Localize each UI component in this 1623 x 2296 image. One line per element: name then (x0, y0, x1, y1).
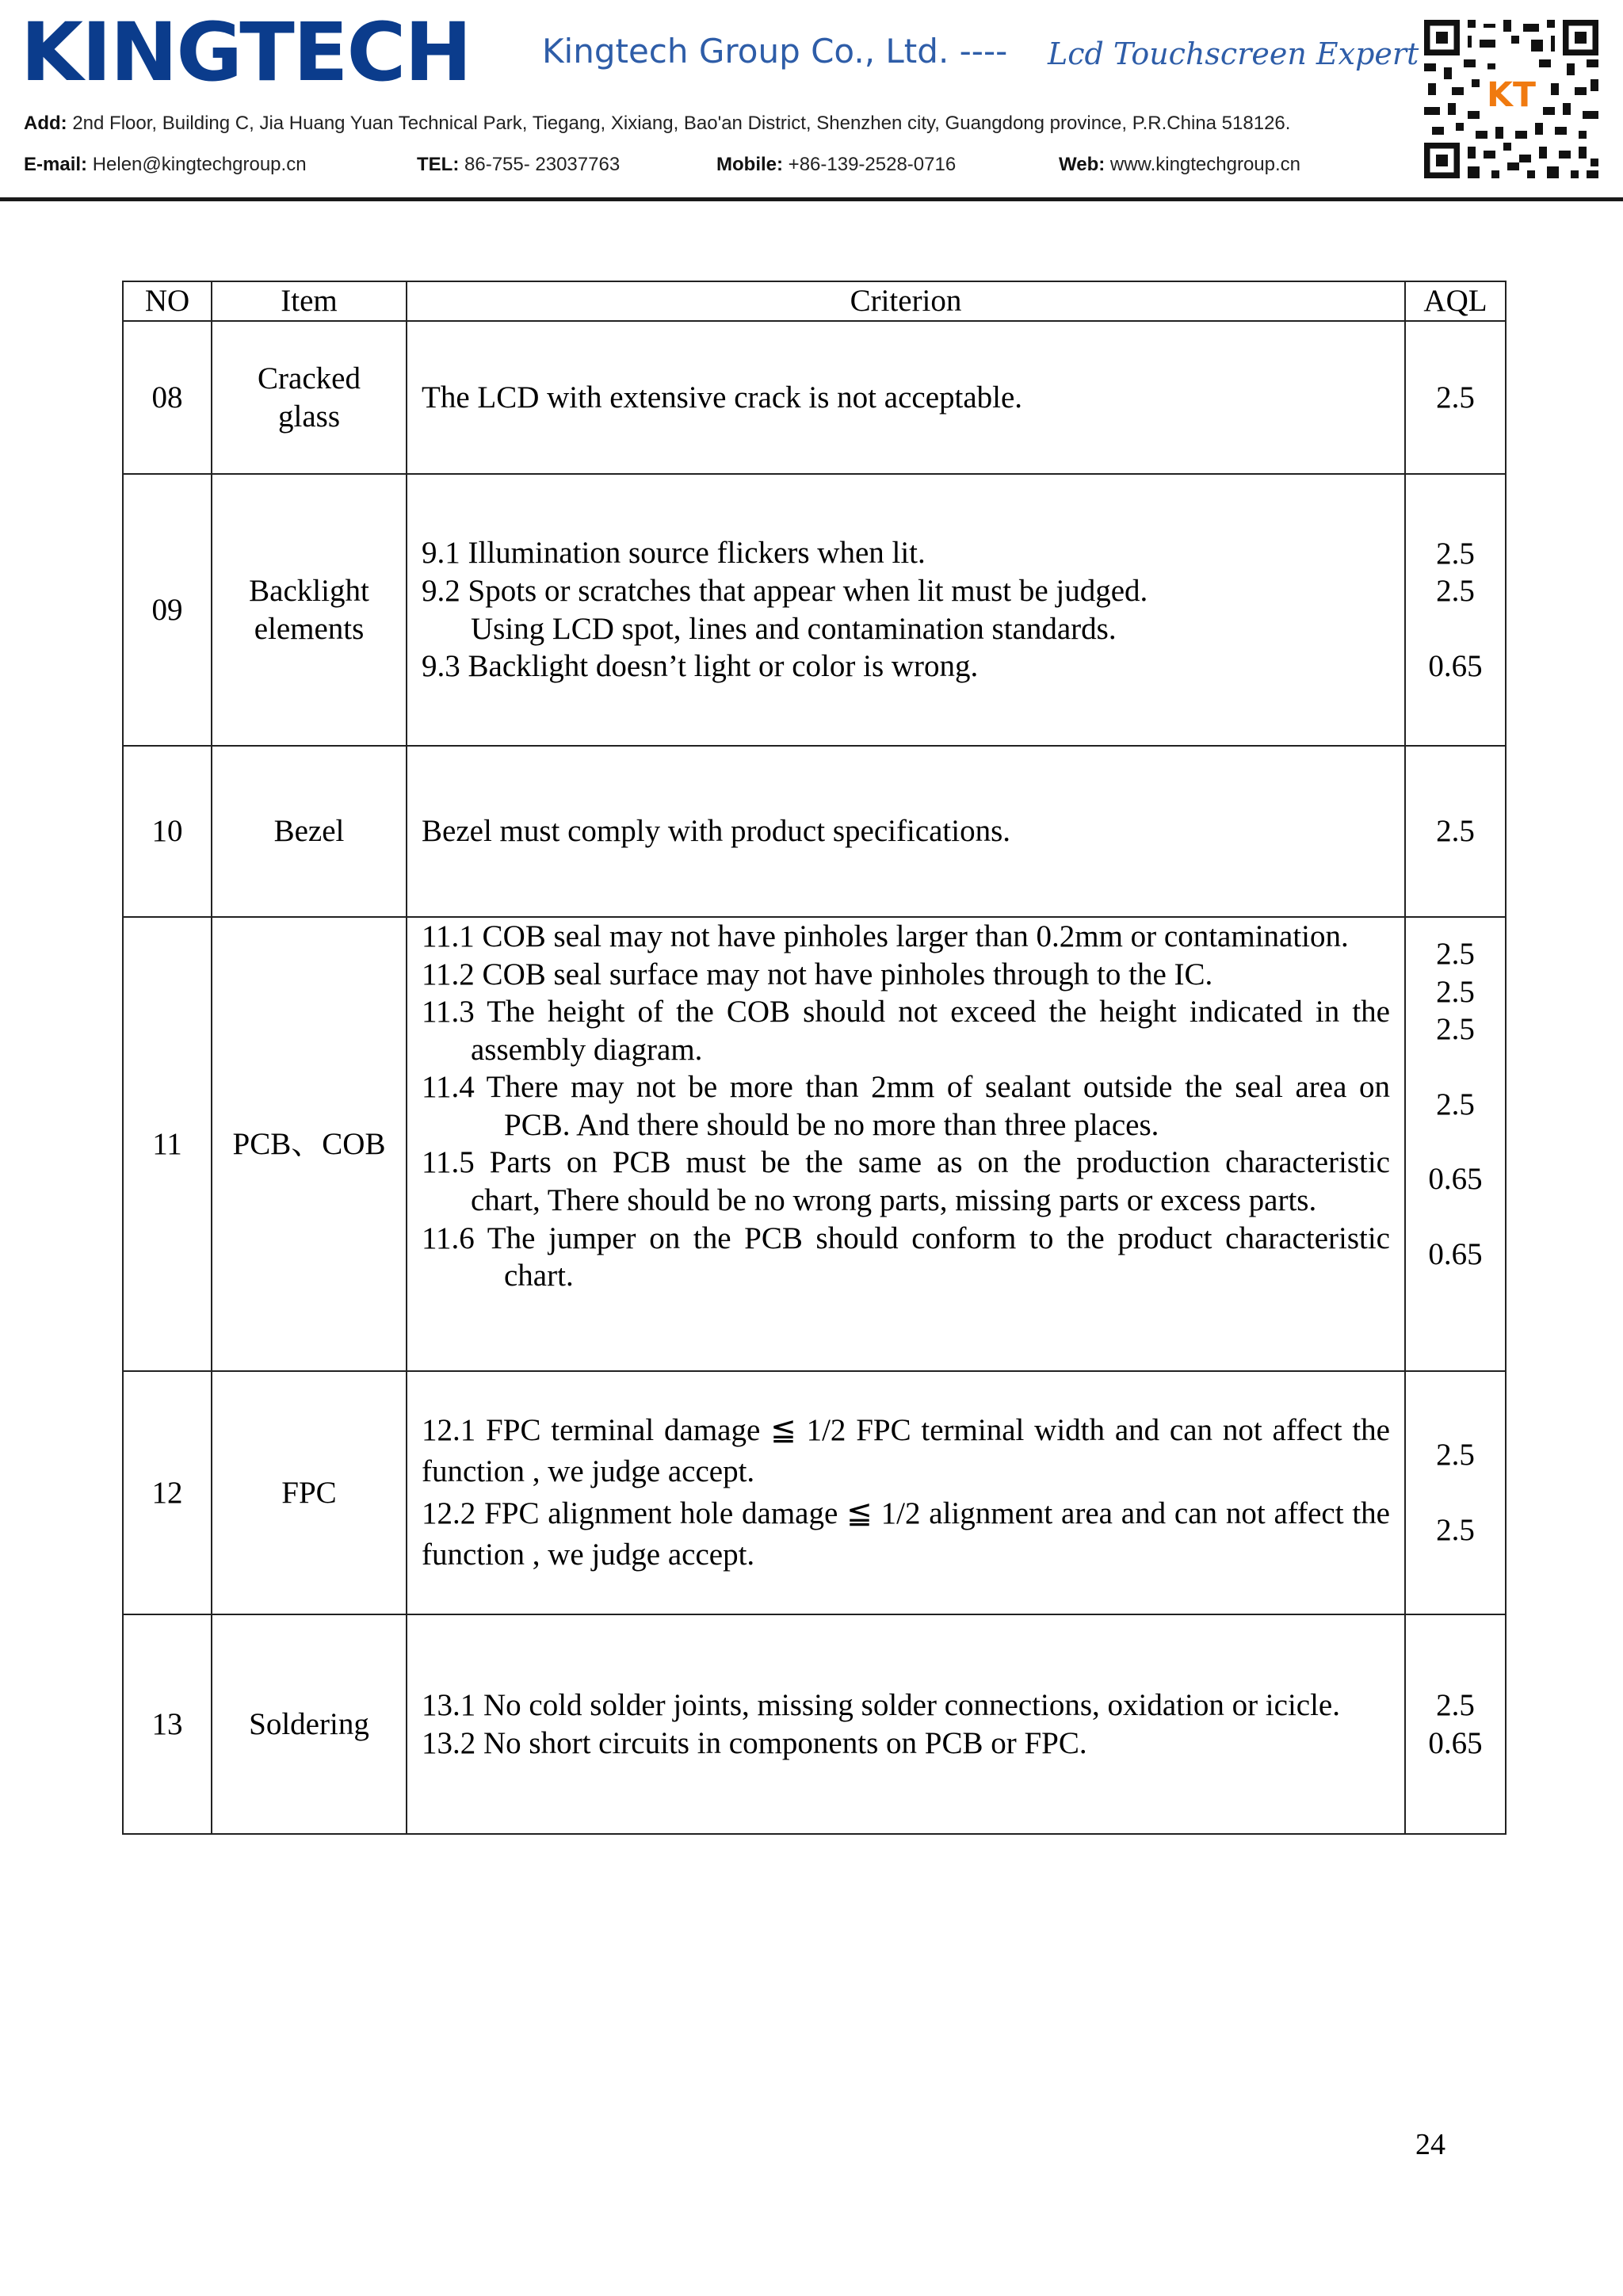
criterion-line: assembly diagram. (471, 1032, 703, 1067)
row-item: FPC (212, 1371, 407, 1614)
tel-label: TEL: (417, 154, 460, 175)
table-row (123, 1371, 1506, 1614)
criterion-line: 13.1 No cold solder joints, missing solder connections, oxidation or icicle. (422, 1687, 1340, 1722)
header-divider (0, 197, 1623, 201)
address-text: 2nd Floor, Building C, Jia Huang Yuan Technical Park, Tiegang, Xixiang, Bao'an District, Shenzhen city, Guangdong province, P.R.China 518126. (72, 113, 1291, 134)
criterion-line: 11.5 Parts on PCB must be the same as on the production characteristic (422, 1145, 1390, 1180)
mobile-group (716, 154, 956, 176)
aql-spacer (1406, 1049, 1505, 1086)
criterion-line: 11.1 COB seal may not have pinholes larger than 0.2mm or contamination. (422, 919, 1349, 953)
web-label: Web: (1059, 154, 1106, 175)
aql-value: 2.5 (1436, 1513, 1475, 1547)
address-label: Add: (24, 113, 67, 134)
row-aql (1405, 1371, 1506, 1614)
address-line (24, 113, 1290, 135)
email-label: E-mail: (24, 154, 88, 175)
aql-spacer (1406, 1474, 1505, 1511)
header-item: Item (212, 281, 407, 321)
criterion-line: 11.6 The jumper on the PCB should conform to the product characteristic (422, 1221, 1390, 1255)
mobile-label: Mobile: (716, 154, 783, 175)
row-criterion (407, 1614, 1405, 1834)
qr-code-icon (1420, 16, 1602, 182)
row-aql (1405, 746, 1506, 917)
criterion-line: Bezel must comply with product specifications. (422, 814, 1010, 849)
criterion-line: Using LCD spot, lines and contamination standards. (471, 611, 1117, 646)
table-row (123, 746, 1506, 917)
aql-spacer (1406, 1198, 1505, 1236)
table-header-row (123, 281, 1506, 321)
criterion-line: 9.3 Backlight doesn’t light or color is wrong. (422, 649, 979, 684)
criterion-line: 13.2 No short circuits in components on PCB or FPC. (422, 1725, 1087, 1760)
letterhead (0, 0, 1623, 203)
tel-group (417, 154, 620, 176)
aql-spacer (1406, 610, 1505, 648)
mobile-value: +86-139-2528-0716 (788, 154, 957, 175)
row-no: 11 (123, 917, 212, 1371)
criterion-line: PCB. And there should be no more than three places. (504, 1107, 1159, 1142)
row-aql (1405, 917, 1506, 1371)
row-no: 13 (123, 1614, 212, 1834)
aql-value: 2.5 (1436, 1687, 1475, 1722)
web-group (1059, 154, 1300, 176)
criterion-line: 12.1 FPC terminal damage ≦ 1/2 FPC terminal width and can not affect the function , we judge accept. (422, 1413, 1390, 1489)
row-aql (1405, 1614, 1506, 1834)
aql-value: 0.65 (1428, 1725, 1483, 1760)
header-aql: AQL (1405, 281, 1506, 321)
aql-value: 2.5 (1436, 1087, 1475, 1121)
row-no: 08 (123, 321, 212, 474)
page-number: 24 (1415, 2128, 1445, 2161)
row-criterion (407, 1371, 1405, 1614)
header-no: NO (123, 281, 212, 321)
inspection-criteria-table (122, 281, 1507, 1835)
aql-value: 0.65 (1428, 1162, 1483, 1197)
row-criterion (407, 321, 1405, 474)
criterion-line: 12.2 FPC alignment hole damage ≦ 1/2 alignment area and can not affect the function , we judge accept. (422, 1496, 1390, 1572)
aql-value: 2.5 (1436, 1438, 1475, 1473)
table-row (123, 1614, 1506, 1834)
email-group (24, 154, 307, 176)
row-criterion (407, 746, 1405, 917)
aql-value: 2.5 (1436, 380, 1475, 415)
table-row (123, 474, 1506, 746)
aql-value: 0.65 (1428, 1236, 1483, 1271)
aql-value: 2.5 (1436, 974, 1475, 1009)
criterion-line: 11.4 There may not be more than 2mm of sealant outside the seal area on (422, 1070, 1390, 1105)
aql-value: 2.5 (1436, 814, 1475, 849)
tel-value: 86-755- 23037763 (464, 154, 621, 175)
criterion-line: chart. (504, 1259, 574, 1293)
criterion-line: 9.1 Illumination source flickers when lit. (422, 536, 926, 571)
aql-value: 0.65 (1428, 648, 1483, 683)
criterion-line: 9.2 Spots or scratches that appear when lit must be judged. (422, 573, 1148, 608)
header-criterion: Criterion (407, 281, 1405, 321)
aql-value: 2.5 (1436, 536, 1475, 571)
row-criterion (407, 917, 1405, 1371)
aql-value: 2.5 (1436, 574, 1475, 609)
company-name: Kingtech Group Co., Ltd. ---- (542, 32, 1008, 71)
row-item: Backlight elements (212, 474, 407, 746)
table-row (123, 321, 1506, 474)
row-item: Soldering (212, 1614, 407, 1834)
row-aql (1405, 321, 1506, 474)
criterion-line: 11.3 The height of the COB should not exceed the height indicated in the (422, 995, 1390, 1030)
row-item: PCB、COB (212, 917, 407, 1371)
row-item: Bezel (212, 746, 407, 917)
criterion-line: chart, There should be no wrong parts, missing parts or excess parts. (471, 1183, 1317, 1218)
aql-spacer (1406, 1123, 1505, 1160)
criterion-line: 11.2 COB seal surface may not have pinholes through to the IC. (422, 957, 1213, 991)
row-no: 12 (123, 1371, 212, 1614)
kingtech-logo: KINGTECH (21, 6, 471, 100)
criterion-line: The LCD with extensive crack is not acceptable. (422, 380, 1023, 415)
web-value[interactable]: www.kingtechgroup.cn (1109, 154, 1301, 175)
aql-value: 2.5 (1436, 937, 1475, 971)
row-criterion (407, 474, 1405, 746)
aql-value: 2.5 (1436, 1012, 1475, 1047)
email-value[interactable]: Helen@kingtechgroup.cn (92, 154, 307, 175)
table-row (123, 917, 1506, 1371)
row-no: 09 (123, 474, 212, 746)
company-tagline: Lcd Touchscreen Expert (1048, 36, 1419, 71)
row-aql (1405, 474, 1506, 746)
row-no: 10 (123, 746, 212, 917)
qr-badge-text: KT (1487, 76, 1536, 115)
row-item: Cracked glass (212, 321, 407, 474)
